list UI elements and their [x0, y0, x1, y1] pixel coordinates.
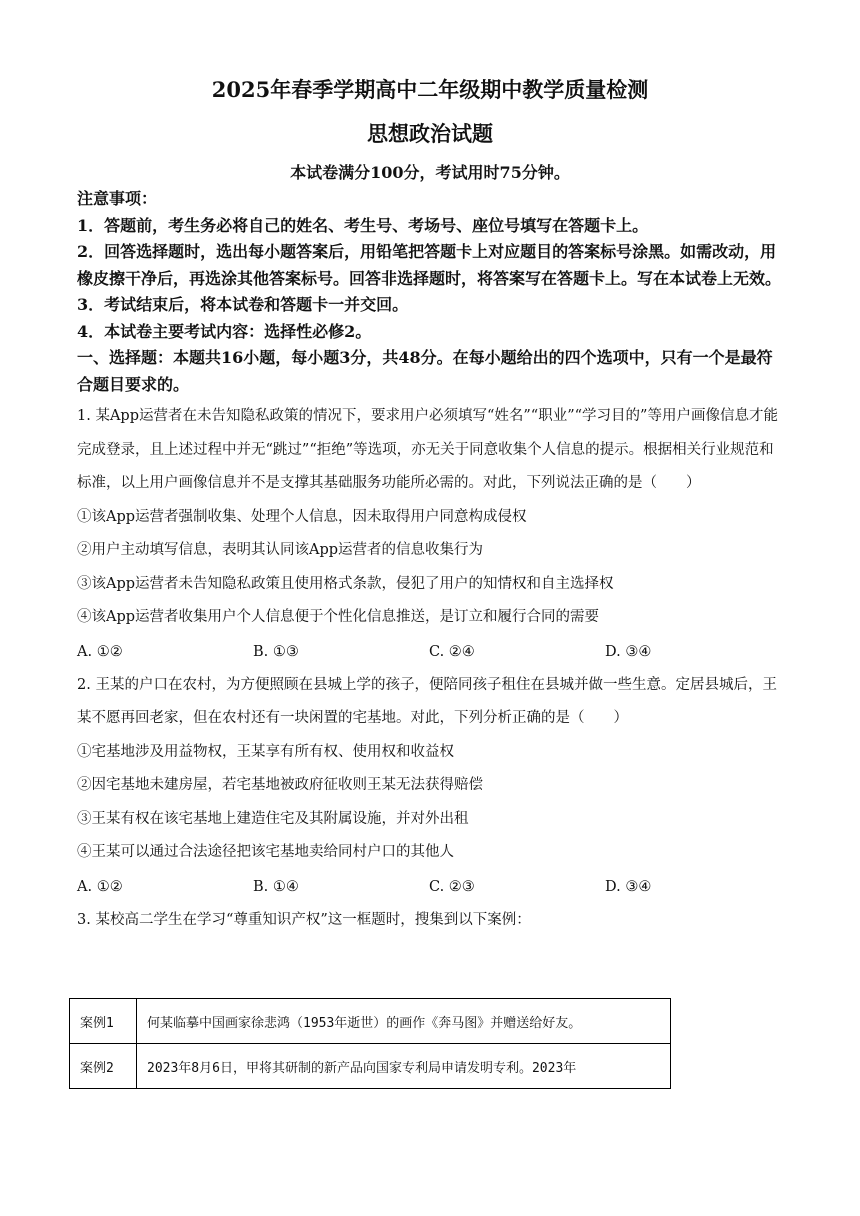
note-item: 2．回答选择题时，选出每小题答案后，用铅笔把答题卡上对应题目的答案标号涂黑。如需改动，用橡皮擦干净后，再选涂其他答案标号。回答非选择题时，将答案写在答题卡上。写在本试卷上无效。 — [77, 242, 782, 288]
question-3 — [77, 904, 787, 938]
answer-choice: A. ①② — [77, 643, 123, 660]
answer-choice: C. ②④ — [429, 643, 475, 660]
notes-heading: 注意事项： — [77, 189, 158, 208]
exam-info: 本试卷满分100分，考试用时75分钟。 — [290, 163, 570, 182]
question-text: 1. 某App运营者在未告知隐私政策的情况下，要求用户必须填写“姓名”“职业”“学习目的”等用户画像信息才能完成登录，且上述过程中并无“跳过”“拒绝”等选项，亦无关于同意收集个人信息的提示。根据相关行业规范和标准，以上用户画像信息并不是支撑其基础服务功能所必需的。对此，下列说法正确的是（ ） — [77, 408, 778, 491]
answer-choice: D. ③④ — [605, 878, 652, 895]
question-option: ④该App运营者收集用户个人信息便于个性化信息推送，是订立和履行合同的需要 — [77, 609, 600, 625]
question-option: ③该App运营者未告知隐私政策且使用格式条款，侵犯了用户的知情权和自主选择权 — [77, 575, 614, 592]
note-item: 4．本试卷主要考试内容：选择性必修2。 — [77, 321, 372, 341]
question-text: 3. 某校高二学生在学习“尊重知识产权”这一框题时，搜集到以下案例： — [77, 911, 531, 928]
answer-choice: C. ②③ — [429, 878, 475, 895]
question-option: ②因宅基地未建房屋，若宅基地被政府征收则王某无法获得赔偿 — [77, 777, 483, 793]
answer-choice: B. ①③ — [253, 643, 299, 660]
question-text: 2. 王某的户口在农村，为方便照顾在县城上学的孩子，便陪同孩子租住在县城并做一些生意。定居县城后，王某不愿再回老家，但在农村还有一块闲置的宅基地。对此，下列分析正确的是（ ） — [77, 676, 777, 726]
table-row — [70, 999, 671, 1044]
answer-choice: B. ①④ — [253, 878, 299, 895]
question-1 — [77, 400, 787, 669]
table-row — [70, 1044, 671, 1089]
answer-choices — [77, 635, 787, 669]
question-option: ①该App运营者强制收集、处理个人信息，因未取得用户同意构成侵权 — [77, 508, 527, 525]
exam-subject: 思想政治试题 — [367, 121, 493, 146]
case-content: 2023年8月6日，甲将其研制的新产品向国家专利局申请发明专利。2023年 — [137, 1044, 671, 1089]
case-label: 案例2 — [70, 1044, 137, 1089]
case-table — [69, 998, 671, 1089]
case-label: 案例1 — [70, 999, 137, 1044]
exam-content — [77, 186, 787, 937]
note-item: 1．答题前，考生务必将自己的姓名、考生号、考场号、座位号填写在答题卡上。 — [77, 215, 649, 235]
exam-title: 2025年春季学期高中二年级期中教学质量检测 — [211, 77, 649, 102]
answer-choice: D. ③④ — [605, 643, 652, 660]
question-option: ④王某可以通过合法途径把该宅基地卖给同村户口的其他人 — [77, 844, 454, 860]
note-item: 3．考试结束后，将本试卷和答题卡一并交回。 — [77, 295, 409, 314]
section-heading: 一、选择题：本题共16小题，每小题3分，共48分。在每小题给出的四个选项中，只有一个是最符合题目要求的。 — [77, 348, 773, 394]
question-option: ①宅基地涉及用益物权，王某享有所有权、使用权和收益权 — [77, 743, 454, 760]
case-content: 何某临摹中国画家徐悲鸿（1953年逝世）的画作《奔马图》并赠送给好友。 — [137, 999, 671, 1044]
question-2 — [77, 669, 787, 904]
answer-choice: A. ①② — [77, 878, 123, 895]
answer-choices — [77, 870, 787, 904]
question-option: ③王某有权在该宅基地上建造住宅及其附属设施，并对外出租 — [77, 810, 469, 827]
question-option: ②用户主动填写信息，表明其认同该App运营者的信息收集行为 — [77, 542, 484, 558]
